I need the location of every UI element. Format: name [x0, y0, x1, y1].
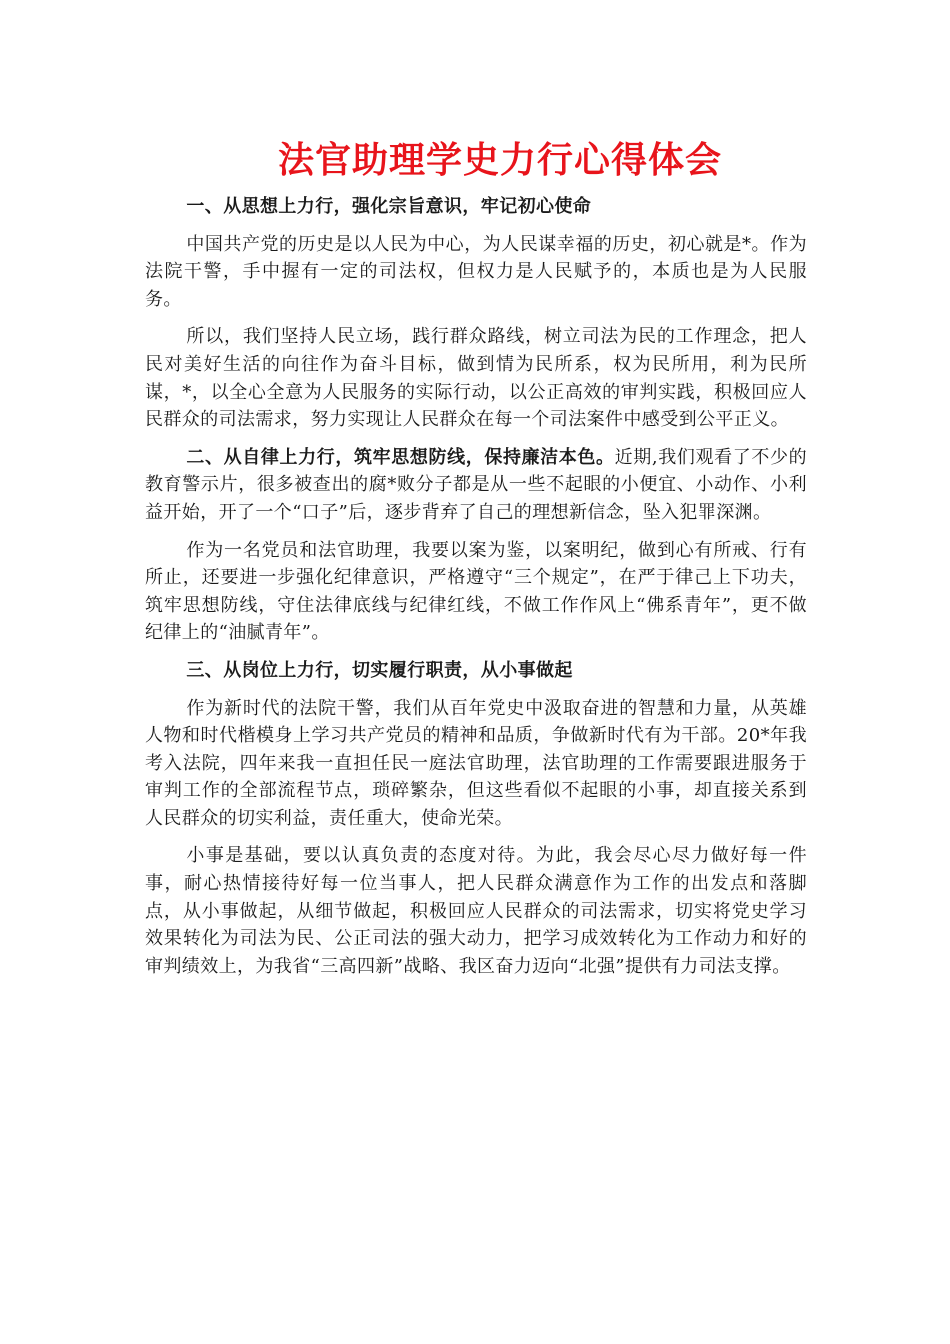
- section-2-heading: 二、从自律上力行，筑牢思想防线，保持廉洁本色。: [186, 446, 615, 468]
- section-1-paragraph: 所以，我们坚持人民立场，践行群众路线，树立司法为民的工作理念，把人民对美好生活的向往作为奋斗目标，做到情为民所系，权为民所用，利为民所谋，*，以全心全意为人民服务的实际行动，以公正高效的审判实践，积极回应人民群众的司法需求，努力实现让人民群众在每一个司法案件中感受到公平正义。: [145, 326, 807, 431]
- section-1-heading: 一、从思想上力行，强化宗旨意识，牢记初心使命: [186, 196, 592, 217]
- section-2-heading-paragraph: [145, 444, 807, 527]
- section-1-paragraph: 中国共产党的历史是以人民为中心，为人民谋幸福的历史，初心就是*。作为法院干警，手中握有一定的司法权，但权力是人民赋予的，本质也是为人民服务。: [145, 233, 807, 310]
- document-title: 法官助理学史力行心得体会: [277, 139, 722, 181]
- section-3-heading: 三、从岗位上力行，切实履行职责，从小事做起: [186, 659, 573, 681]
- section-3-paragraph: 作为新时代的法院干警，我们从百年党史中汲取奋进的智慧和力量，从英雄人物和时代楷模身上学习共产党员的精神和品质，争做新时代有为干部。20*年我考入法院，四年来我一直担任民一庭法官助理，法官助理的工作需要跟进服务于审判工作的全部流程节点，琐碎繁杂，但这些看似不起眼的小事，却直接关系到人民群众的切实利益，责任重大，使命光荣。: [145, 697, 807, 829]
- section-2-heading-continuation: 近期,我们观看了不少的教育警示片，很多被查出的腐*败分子都是从一些不起眼的小便宜、小动作、小利益开始，开了一个“口子”后，逐步背弃了自己的理想新信念，坠入犯罪深渊。: [145, 446, 807, 523]
- section-3-paragraph: 小事是基础，要以认真负责的态度对待。为此，我会尽心尽力做好每一件事，耐心热情接待好每一位当事人，把人民群众满意作为工作的出发点和落脚点，从小事做起，从细节做起，积极回应人民群众的司法需求，切实将党史学习效果转化为司法为民、公正司法的强大动力，把学习成效转化为工作动力和好的审判绩效上，为我省“三高四新”战略、我区奋力迈向“北强”提供有力司法支撑。: [145, 845, 807, 977]
- section-2-paragraph: 作为一名党员和法官助理，我要以案为鉴，以案明纪，做到心有所戒、行有所止，还要进一步强化纪律意识，严格遵守“三个规定”，在严于律己上下功夫，筑牢思想防线，守住法律底线与纪律红线，不做工作作风上“佛系青年”，更不做纪律上的“油腻青年”。: [145, 539, 807, 644]
- document-body: [145, 193, 807, 990]
